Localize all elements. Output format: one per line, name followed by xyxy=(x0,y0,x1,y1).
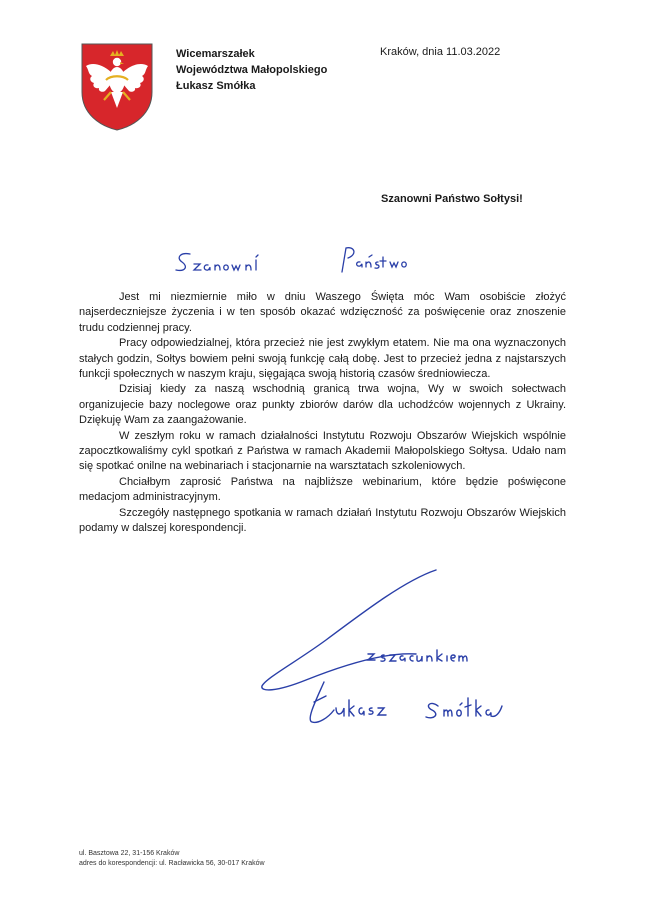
letter-body xyxy=(79,290,566,537)
paragraph: Dzisiaj kiedy za naszą wschodnią granicą trwa wojna, Wy w swoich sołectwach organizujecie bazy noclegowe oraz punkty zbiorów darów dla uchodźców wojennych z Ukrainy. Dziękuję Wam za zaangażowanie. xyxy=(79,383,566,427)
footer-correspondence-address: adres do korespondencji: ul. Racławicka 56, 30-017 Kraków xyxy=(79,860,265,867)
sender-title: Wicemarszałek xyxy=(176,48,255,60)
paragraph: Szczegóły następnego spotkania w ramach działań Instytutu Rozwoju Obszarów Wiejskich podamy w dalszej korespondencji. xyxy=(79,506,566,535)
paragraph: Pracy odpowiedzialnej, która przecież nie jest zwykłym etatem. Nie ma ona wyznaczonych stałych godzin, Sołtys bowiem pełni swoją funkcję całą dobę. Jest to przecież jedna z najstarszych funkcji społecznych w naszym kraju, sięgająca swoją historią czasów średniowiecza. xyxy=(79,337,566,381)
handwritten-signature xyxy=(256,560,556,740)
malopolska-coat-of-arms-icon xyxy=(80,42,154,132)
sender-institution: Województwa Małopolskiego xyxy=(176,64,328,76)
sender-name: Łukasz Smółka xyxy=(176,80,256,92)
place-date: Kraków, dnia 11.03.2022 xyxy=(380,46,501,58)
paragraph: Chciałbym zaprosić Państwa na najbliższe webinarium, które będzie poświęcone medacjom administracyjnym. xyxy=(79,475,566,504)
salutation: Szanowni Państwo Sołtysi! xyxy=(381,193,523,205)
sender-block xyxy=(176,46,327,94)
paragraph: Jest mi niezmiernie miło w dniu Waszego Święta móc Wam osobiście złożyć najserdeczniejsze życzenia i w ten sposób okazać wdzięczność za poświęcenie oraz znoszenie trudu codziennej pracy. xyxy=(79,291,566,334)
footer-address: ul. Basztowa 22, 31-156 Kraków xyxy=(79,850,180,857)
footer xyxy=(79,849,265,869)
handwritten-greeting xyxy=(170,236,440,284)
paragraph: W zeszłym roku w ramach działalności Instytutu Rozwoju Obszarów Wiejskich wspólnie zapocztkowaliśmy cykl spotkań z Państwa w ramach Akademii Małopolskiego Sołtysa. Udało nam się spotkać onilne na webinariach i stacjonarnie na warsztatach szkoleniowych. xyxy=(79,429,566,473)
